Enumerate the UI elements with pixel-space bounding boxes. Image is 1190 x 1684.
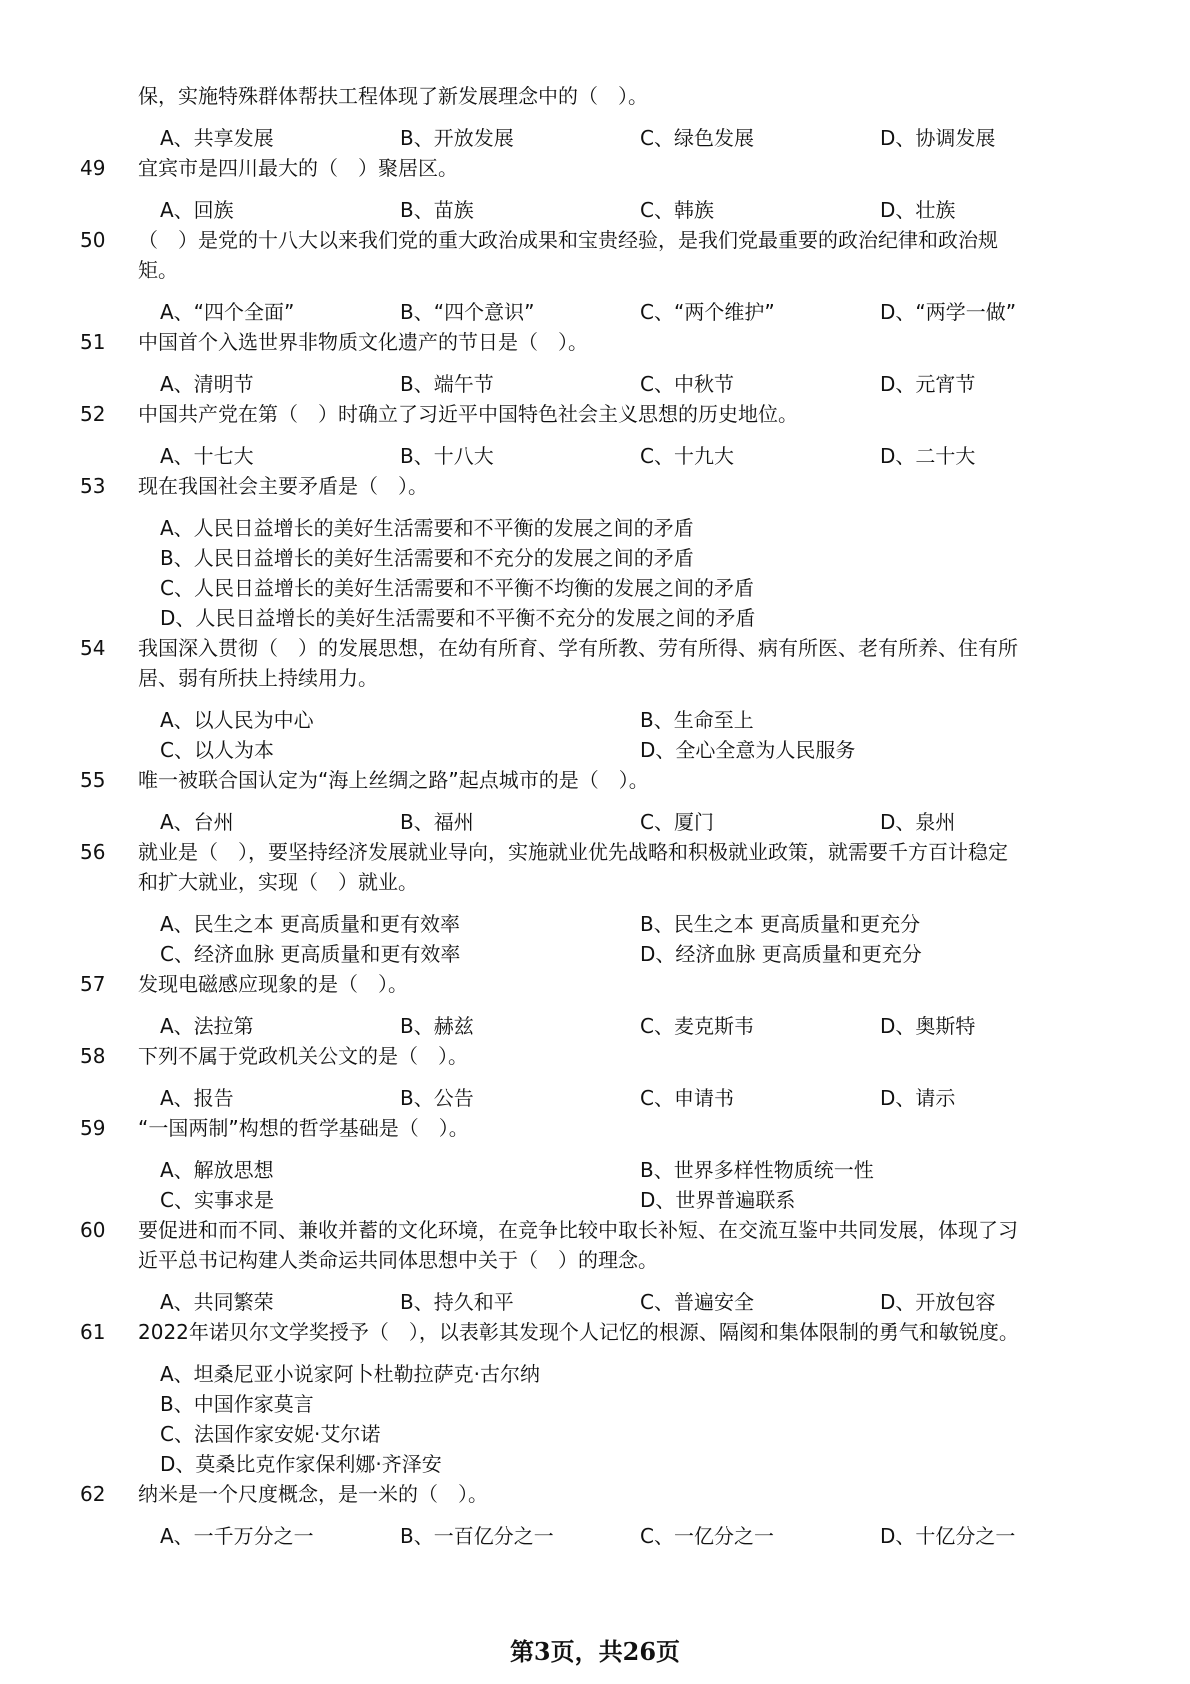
answer-option[interactable]: C、法国作家安妮·艾尔诺 xyxy=(160,1422,381,1446)
question-stem: 要促进和而不同、兼收并蓄的文化环境，在竞争比较中取长补短、在交流互鉴中共同发展，体现了习 xyxy=(138,1218,1018,1242)
answer-option[interactable]: B、一百亿分之一 xyxy=(400,1524,554,1548)
question-stem: 下列不属于党政机关公文的是（ ）。 xyxy=(138,1044,468,1068)
question-number: 58 xyxy=(80,1044,106,1068)
answer-option[interactable]: B、端午节 xyxy=(400,372,494,396)
answer-option[interactable]: C、韩族 xyxy=(640,198,714,222)
answer-option[interactable]: B、人民日益增长的美好生活需要和不充分的发展之间的矛盾 xyxy=(160,546,694,570)
answer-option[interactable]: D、二十大 xyxy=(880,444,976,468)
answer-option[interactable]: A、坦桑尼亚小说家阿卜杜勒拉萨克·古尔纳 xyxy=(160,1362,541,1386)
question-number: 56 xyxy=(80,840,106,864)
question-number: 60 xyxy=(80,1218,106,1242)
question-number: 55 xyxy=(80,768,106,792)
answer-option[interactable]: A、民生之本 更高质量和更有效率 xyxy=(160,912,461,936)
answer-option[interactable]: A、共享发展 xyxy=(160,126,274,150)
answer-option[interactable]: B、苗族 xyxy=(400,198,474,222)
answer-option[interactable]: C、实事求是 xyxy=(160,1188,274,1212)
answer-option[interactable]: D、请示 xyxy=(880,1086,956,1110)
answer-option[interactable]: C、麦克斯韦 xyxy=(640,1014,754,1038)
question-stem: 我国深入贯彻（ ）的发展思想，在幼有所育、学有所教、劳有所得、病有所医、老有所养、住有所 xyxy=(138,636,1018,660)
question-number: 50 xyxy=(80,228,106,252)
answer-option[interactable]: A、台州 xyxy=(160,810,234,834)
answer-option[interactable]: C、十九大 xyxy=(640,444,734,468)
answer-option[interactable]: B、世界多样性物质统一性 xyxy=(640,1158,874,1182)
question-stem: 宜宾市是四川最大的（ ）聚居区。 xyxy=(138,156,458,180)
answer-option[interactable]: D、世界普遍联系 xyxy=(640,1188,796,1212)
answer-option[interactable]: D、经济血脉 更高质量和更充分 xyxy=(640,942,922,966)
answer-option[interactable]: A、法拉第 xyxy=(160,1014,254,1038)
answer-option[interactable]: D、壮族 xyxy=(880,198,956,222)
answer-option[interactable]: A、解放思想 xyxy=(160,1158,274,1182)
answer-option[interactable]: A、十七大 xyxy=(160,444,254,468)
answer-option[interactable]: C、普遍安全 xyxy=(640,1290,754,1314)
answer-option[interactable]: C、厦门 xyxy=(640,810,714,834)
question-stem: 保，实施特殊群体帮扶工程体现了新发展理念中的（ ）。 xyxy=(138,84,648,108)
question-stem: 2022年诺贝尔文学奖授予（ ），以表彰其发现个人记忆的根源、隔阂和集体限制的勇气和敏锐度。 xyxy=(138,1320,1019,1344)
answer-option[interactable]: C、“两个维护” xyxy=(640,300,775,324)
question-stem: 居、弱有所扶上持续用力。 xyxy=(138,666,378,690)
answer-option[interactable]: D、协调发展 xyxy=(880,126,996,150)
question-stem: （ ）是党的十八大以来我们党的重大政治成果和宝贵经验，是我们党最重要的政治纪律和政治规 xyxy=(138,228,998,252)
answer-option[interactable]: B、中国作家莫言 xyxy=(160,1392,314,1416)
answer-option[interactable]: C、一亿分之一 xyxy=(640,1524,774,1548)
answer-option[interactable]: B、十八大 xyxy=(400,444,494,468)
question-number: 62 xyxy=(80,1482,106,1506)
page-footer: 第3页，共26页 xyxy=(509,1637,681,1666)
answer-option[interactable]: B、生命至上 xyxy=(640,708,754,732)
question-stem: 近平总书记构建人类命运共同体思想中关于（ ）的理念。 xyxy=(138,1248,658,1272)
question-stem: 和扩大就业，实现（ ）就业。 xyxy=(138,870,418,894)
answer-option[interactable]: B、“四个意识” xyxy=(400,300,535,324)
answer-option[interactable]: A、人民日益增长的美好生活需要和不平衡的发展之间的矛盾 xyxy=(160,516,694,540)
question-number: 51 xyxy=(80,330,106,354)
answer-option[interactable]: A、清明节 xyxy=(160,372,254,396)
answer-option[interactable]: D、泉州 xyxy=(880,810,956,834)
question-number: 49 xyxy=(80,156,106,180)
answer-option[interactable]: B、民生之本 更高质量和更充分 xyxy=(640,912,921,936)
answer-option[interactable]: A、一千万分之一 xyxy=(160,1524,314,1548)
answer-option[interactable]: B、开放发展 xyxy=(400,126,514,150)
answer-option[interactable]: B、公告 xyxy=(400,1086,474,1110)
answer-option[interactable]: C、申请书 xyxy=(640,1086,734,1110)
answer-option[interactable]: D、元宵节 xyxy=(880,372,976,396)
answer-option[interactable]: A、以人民为中心 xyxy=(160,708,314,732)
question-stem: 中国首个入选世界非物质文化遗产的节日是（ ）。 xyxy=(138,330,588,354)
answer-option[interactable]: C、以人为本 xyxy=(160,738,274,762)
answer-option[interactable]: B、持久和平 xyxy=(400,1290,514,1314)
answer-option[interactable]: D、开放包容 xyxy=(880,1290,996,1314)
question-stem: 唯一被联合国认定为“海上丝绸之路”起点城市的是（ ）。 xyxy=(138,768,649,792)
answer-option[interactable]: B、福州 xyxy=(400,810,474,834)
question-stem: “一国两制”构想的哲学基础是（ ）。 xyxy=(138,1116,469,1140)
question-stem: 现在我国社会主要矛盾是（ ）。 xyxy=(138,474,428,498)
question-number: 61 xyxy=(80,1320,106,1344)
answer-option[interactable]: D、奥斯特 xyxy=(880,1014,976,1038)
answer-option[interactable]: A、报告 xyxy=(160,1086,234,1110)
question-number: 52 xyxy=(80,402,106,426)
question-stem: 纳米是一个尺度概念，是一米的（ ）。 xyxy=(138,1482,488,1506)
answer-option[interactable]: A、回族 xyxy=(160,198,234,222)
answer-option[interactable]: D、“两学一做” xyxy=(880,300,1017,324)
answer-option[interactable]: C、绿色发展 xyxy=(640,126,754,150)
question-stem: 矩。 xyxy=(138,258,178,282)
question-number: 59 xyxy=(80,1116,106,1140)
answer-option[interactable]: A、共同繁荣 xyxy=(160,1290,274,1314)
question-number: 53 xyxy=(80,474,106,498)
answer-option[interactable]: D、十亿分之一 xyxy=(880,1524,1016,1548)
answer-option[interactable]: B、赫兹 xyxy=(400,1014,474,1038)
question-stem: 发现电磁感应现象的是（ ）。 xyxy=(138,972,408,996)
answer-option[interactable]: D、莫桑比克作家保利娜·齐泽安 xyxy=(160,1452,442,1476)
answer-option[interactable]: D、人民日益增长的美好生活需要和不平衡不充分的发展之间的矛盾 xyxy=(160,606,756,630)
answer-option[interactable]: D、全心全意为人民服务 xyxy=(640,738,856,762)
answer-option[interactable]: C、经济血脉 更高质量和更有效率 xyxy=(160,942,461,966)
question-number: 54 xyxy=(80,636,106,660)
question-stem: 中国共产党在第（ ）时确立了习近平中国特色社会主义思想的历史地位。 xyxy=(138,402,798,426)
answer-option[interactable]: C、人民日益增长的美好生活需要和不平衡不均衡的发展之间的矛盾 xyxy=(160,576,754,600)
answer-option[interactable]: C、中秋节 xyxy=(640,372,734,396)
question-number: 57 xyxy=(80,972,106,996)
answer-option[interactable]: A、“四个全面” xyxy=(160,300,295,324)
question-stem: 就业是（ ），要坚持经济发展就业导向，实施就业优先战略和积极就业政策，就需要千方百计稳定 xyxy=(138,840,1008,864)
